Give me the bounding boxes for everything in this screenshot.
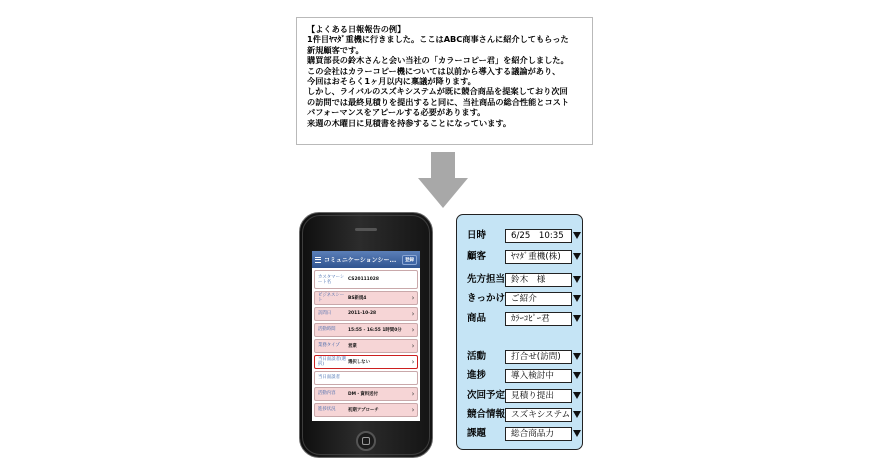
dropdown-arrow-icon[interactable] <box>573 372 581 379</box>
row-value: DM・資料送付 <box>348 391 378 397</box>
chevron-right-icon: › <box>411 405 415 414</box>
field-label: 活動 <box>467 351 487 362</box>
row-label: 当日面談者 <box>318 375 340 381</box>
competitor-select[interactable]: スズキシステム <box>505 408 572 422</box>
field-progress <box>457 368 582 384</box>
next-plan-select[interactable]: 見積り提出 <box>505 389 572 403</box>
trigger-select[interactable]: ご紹介 <box>505 292 572 306</box>
field-label: 課題 <box>467 428 487 439</box>
row-label: 活動時間 <box>318 327 336 333</box>
home-button[interactable] <box>356 431 376 451</box>
list-item-customer-sheet[interactable] <box>314 270 418 289</box>
row-value: 営業 <box>348 343 357 349</box>
chevron-right-icon: › <box>411 357 415 366</box>
daily-report-example <box>296 17 593 145</box>
record-list <box>312 268 420 417</box>
row-label: カスタマーシート名 <box>318 274 345 285</box>
list-item-activity-time[interactable] <box>314 323 418 338</box>
field-trigger <box>457 291 582 307</box>
menu-icon[interactable] <box>315 257 321 263</box>
dropdown-arrow-icon[interactable] <box>573 253 581 260</box>
field-label: 競合情報 <box>467 409 506 420</box>
chevron-right-icon: › <box>411 325 415 334</box>
row-value: 2011-10-28 <box>348 311 377 317</box>
field-product <box>457 311 582 327</box>
field-activity <box>457 349 582 365</box>
list-item-interviewee[interactable] <box>314 371 418 386</box>
chevron-right-icon: › <box>411 293 415 302</box>
app-title: コミュニケーションシー... <box>324 257 397 264</box>
report-line: 購買部長の鈴木さんと会い当社の「カラーコピー君」を紹介しました。 <box>307 55 569 66</box>
report-line: 1件目ﾔﾏﾀﾞ重機に行きました。ここはABC商事さんに紹介してもらった <box>307 34 569 45</box>
app-header <box>312 251 420 268</box>
report-line: 今回はおそらく1ヶ月以内に稟議が降ります。 <box>307 76 476 87</box>
contact-select[interactable]: 鈴木 様 <box>505 273 572 287</box>
smartphone <box>299 212 433 458</box>
report-line: 新規顧客です。 <box>307 44 364 55</box>
dropdown-arrow-icon[interactable] <box>573 430 581 437</box>
dropdown-arrow-icon[interactable] <box>573 392 581 399</box>
dropdown-arrow-icon[interactable] <box>573 295 581 302</box>
progress-select[interactable]: 導入検討中 <box>505 369 572 383</box>
chevron-right-icon: › <box>411 341 415 350</box>
field-label: 先方担当 <box>467 274 506 285</box>
report-line: しかし、ライバルのスズキシステムが既に競合商品を提案しており次回 <box>307 86 568 97</box>
field-label: きっかけ <box>467 293 506 304</box>
product-select[interactable]: ｶﾗｰｺﾋﾟｰ君 <box>505 312 572 326</box>
field-label: 進捗 <box>467 370 487 381</box>
field-issue <box>457 426 582 442</box>
row-label: ビジネスシート <box>318 292 345 303</box>
dropdown-arrow-icon[interactable] <box>573 353 581 360</box>
list-item-visit-date[interactable] <box>314 307 418 322</box>
issue-select[interactable]: 総合商品力 <box>505 427 572 441</box>
row-value: 15:55 - 16:55 1時間0分 <box>348 327 402 333</box>
row-value: CS20111028 <box>348 277 379 282</box>
row-label: 業務タイプ <box>318 343 340 349</box>
list-item-interviewee-select[interactable] <box>314 355 418 370</box>
field-label: 日時 <box>467 230 487 241</box>
report-line: 来週の木曜日に見積書を持参することになっています。 <box>307 117 512 128</box>
field-label: 顧客 <box>467 251 487 262</box>
row-label: 当日面談者(選択) <box>318 356 347 367</box>
row-label: 訪問日 <box>318 311 332 317</box>
dropdown-arrow-icon[interactable] <box>573 232 581 239</box>
down-arrow-icon <box>418 152 468 208</box>
customer-select[interactable]: ﾔﾏﾀﾞ重機(株) <box>505 250 572 264</box>
dropdown-arrow-icon[interactable] <box>573 411 581 418</box>
register-button[interactable]: 登録 <box>402 255 417 265</box>
list-item-activity-content[interactable] <box>314 387 418 402</box>
field-competitor <box>457 407 582 423</box>
activity-select[interactable]: 打合せ(訪問) <box>505 350 572 364</box>
report-line: の訪問では最終見積りを提出すると同に、当社商品の総合性能とコスト <box>307 96 570 107</box>
list-item-business-sheet[interactable] <box>314 291 418 306</box>
row-label: 進捗状況 <box>318 407 336 413</box>
list-item-progress-status[interactable] <box>314 403 418 418</box>
dropdown-arrow-icon[interactable] <box>573 276 581 283</box>
dropdown-arrow-icon[interactable] <box>573 315 581 322</box>
report-line: 【よくある日報報告の例】 <box>307 24 406 34</box>
row-value: 初期アプローチ <box>348 407 379 413</box>
list-item-business-type[interactable] <box>314 339 418 354</box>
row-value: BS新規4 <box>348 295 367 301</box>
row-value: 選択しない <box>348 359 370 365</box>
field-customer <box>457 249 582 265</box>
field-next-plan <box>457 388 582 404</box>
chevron-right-icon: › <box>411 309 415 318</box>
datetime-select[interactable]: 6/25 10:35 <box>505 229 572 243</box>
report-line: パフォーマンスをアピールする必要があります。 <box>307 107 486 118</box>
chevron-right-icon: › <box>411 389 415 398</box>
speaker-grille <box>355 228 377 231</box>
field-label: 商品 <box>467 313 487 324</box>
field-label: 次回予定 <box>467 390 506 401</box>
report-line: この会社はカラーコピー機については以前から導入する議論があり、 <box>307 65 561 76</box>
row-label: 活動内容 <box>318 391 336 397</box>
phone-screen <box>312 251 420 421</box>
field-datetime <box>457 228 582 244</box>
report-input-form <box>456 214 583 450</box>
field-contact <box>457 272 582 288</box>
